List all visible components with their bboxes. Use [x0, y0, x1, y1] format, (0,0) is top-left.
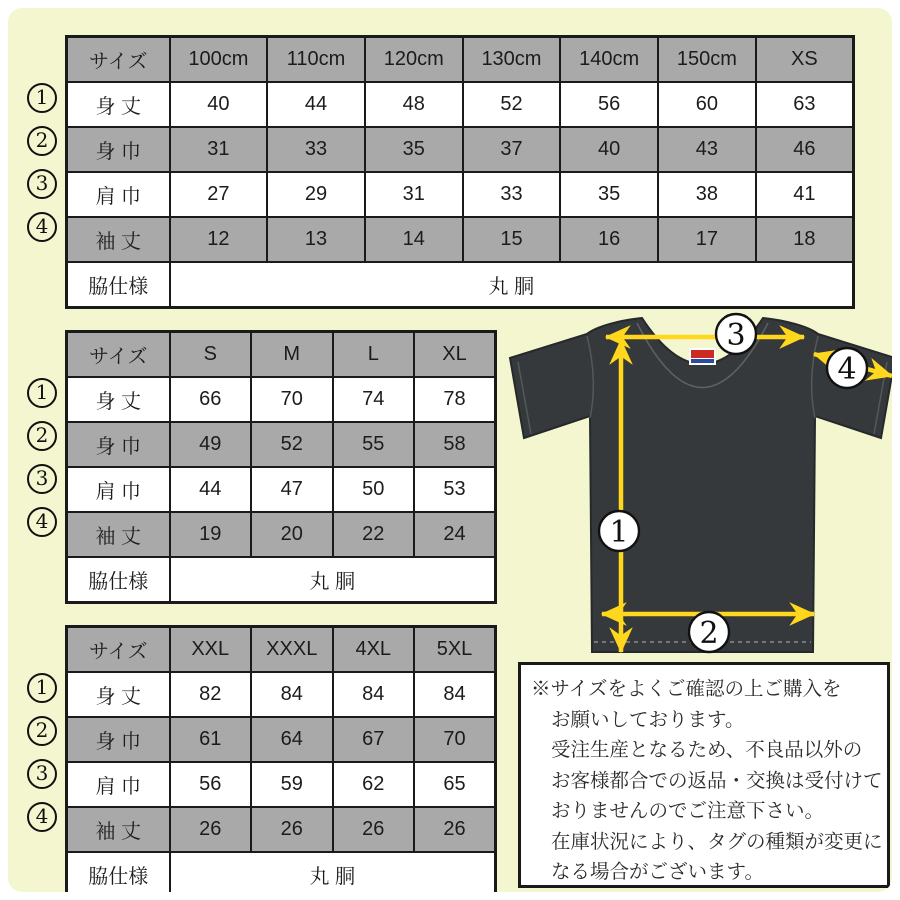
table-cell: 58	[414, 422, 496, 467]
table-cell: 38	[658, 172, 756, 217]
table-cell: 13	[267, 217, 365, 262]
column-header: 4XL	[333, 627, 415, 673]
table-cell: 67	[333, 717, 415, 762]
svg-text:2: 2	[699, 616, 719, 651]
row-marker-sleeve: 4	[27, 507, 57, 537]
table-cell: 52	[463, 82, 561, 127]
row-label: 身 丈	[67, 82, 170, 127]
table-row	[67, 672, 496, 717]
table-cell: 31	[365, 172, 463, 217]
table-cell: 37	[463, 127, 561, 172]
table-cell: 56	[170, 762, 252, 807]
table-cell: 84	[414, 672, 496, 717]
size-chart-canvas	[8, 8, 892, 892]
note-line: お客様都合での返品・交換は受付けて	[551, 769, 883, 792]
table-cell: 27	[170, 172, 268, 217]
row-marker-body-length: 1	[27, 378, 57, 408]
table-cell: 29	[267, 172, 365, 217]
table-cell: 55	[333, 422, 415, 467]
table-cell: 70	[414, 717, 496, 762]
tshirt-measurement-diagram	[500, 306, 892, 668]
table-cell: 53	[414, 467, 496, 512]
table-cell: 66	[170, 377, 252, 422]
table-cell: 43	[658, 127, 756, 172]
table-row	[67, 512, 496, 557]
table-cell: 14	[365, 217, 463, 262]
table-cell: 74	[333, 377, 415, 422]
column-header: 150cm	[658, 37, 756, 83]
table-cell: 16	[560, 217, 658, 262]
column-header: XL	[414, 332, 496, 378]
row-label: 袖 丈	[67, 512, 170, 557]
row-label: 身 丈	[67, 377, 170, 422]
table-cell: 82	[170, 672, 252, 717]
table-cell: 33	[267, 127, 365, 172]
table-cell: 56	[560, 82, 658, 127]
column-header: 5XL	[414, 627, 496, 673]
row-marker-sleeve: 4	[27, 802, 57, 832]
table-cell: 31	[170, 127, 268, 172]
row-label: 脇仕様	[67, 852, 170, 892]
table-cell: 48	[365, 82, 463, 127]
table-cell: 20	[251, 512, 333, 557]
table-footer-row	[67, 557, 496, 603]
table-cell: 15	[463, 217, 561, 262]
table-cell: 35	[560, 172, 658, 217]
row-label: 脇仕様	[67, 557, 170, 603]
table-cell: 19	[170, 512, 252, 557]
table-cell: 84	[251, 672, 333, 717]
column-header: 120cm	[365, 37, 463, 83]
table-row	[67, 127, 854, 172]
row-label: 袖 丈	[67, 807, 170, 852]
table-cell: 26	[170, 807, 252, 852]
table-cell: 65	[414, 762, 496, 807]
table-cell: 41	[756, 172, 854, 217]
row-marker-shoulder: 3	[27, 759, 57, 789]
size-table-big	[65, 625, 497, 892]
column-header: L	[333, 332, 415, 378]
table-cell: 46	[756, 127, 854, 172]
table-cell: 44	[267, 82, 365, 127]
table-cell: 33	[463, 172, 561, 217]
table-cell: 26	[251, 807, 333, 852]
column-header: XXL	[170, 627, 252, 673]
table-cell: 62	[333, 762, 415, 807]
column-header: サイズ	[67, 627, 170, 673]
table-cell: 17	[658, 217, 756, 262]
table-cell: 26	[414, 807, 496, 852]
table-row	[67, 422, 496, 467]
table-cell: 50	[333, 467, 415, 512]
row-label: 身 巾	[67, 422, 170, 467]
table-cell: 26	[333, 807, 415, 852]
table-row	[67, 467, 496, 512]
row-marker-shoulder: 3	[27, 169, 57, 199]
table-cell: 40	[170, 82, 268, 127]
table-cell: 47	[251, 467, 333, 512]
row-label: 肩 巾	[67, 172, 170, 217]
table-cell: 59	[251, 762, 333, 807]
row-marker-body-width: 2	[27, 716, 57, 746]
table-row	[67, 217, 854, 262]
diagram-marker-shoulder	[716, 314, 756, 354]
row-marker-body-length: 1	[27, 83, 57, 113]
table-row	[67, 807, 496, 852]
column-header: 110cm	[267, 37, 365, 83]
table-row	[67, 717, 496, 762]
table-footer-row	[67, 852, 496, 892]
table-row	[67, 377, 496, 422]
column-header: XS	[756, 37, 854, 83]
table-row	[67, 82, 854, 127]
purchase-note-box	[518, 662, 890, 888]
column-header: S	[170, 332, 252, 378]
row-label: 肩 巾	[67, 762, 170, 807]
row-label: 身 巾	[67, 717, 170, 762]
table-cell: 12	[170, 217, 268, 262]
table-cell: 18	[756, 217, 854, 262]
column-header: サイズ	[67, 37, 170, 83]
row-label: 脇仕様	[67, 262, 170, 308]
row-marker-body-width: 2	[27, 126, 57, 156]
table-footer-row	[67, 262, 854, 308]
note-line: おりませんのでご注意下さい。	[551, 800, 825, 822]
svg-text:3: 3	[726, 318, 746, 353]
table-cell: 63	[756, 82, 854, 127]
note-line: ※サイズをよくご確認の上ご購入を	[531, 678, 842, 700]
table-cell: 84	[333, 672, 415, 717]
column-header: XXXL	[251, 627, 333, 673]
diagram-marker-body-length	[599, 511, 639, 551]
table-cell: 64	[251, 717, 333, 762]
svg-text:4: 4	[837, 352, 857, 387]
table-cell: 49	[170, 422, 252, 467]
table-cell: 35	[365, 127, 463, 172]
column-header: M	[251, 332, 333, 378]
table-cell: 44	[170, 467, 252, 512]
row-label: 肩 巾	[67, 467, 170, 512]
note-line: 受注生産となるため、不良品以外の	[551, 739, 863, 761]
note-line: 在庫状況により、タグの種類が変更に	[551, 830, 883, 853]
note-line: お願いしております。	[551, 708, 745, 731]
footer-value: 丸 胴	[170, 262, 854, 308]
row-marker-shoulder: 3	[27, 464, 57, 494]
column-header: 130cm	[463, 37, 561, 83]
footer-value: 丸 胴	[170, 557, 496, 603]
table-cell: 22	[333, 512, 415, 557]
table-cell: 78	[414, 377, 496, 422]
size-table-kids	[65, 35, 855, 309]
row-marker-body-width: 2	[27, 421, 57, 451]
size-table-adult	[65, 330, 497, 604]
note-line: なる場合がございます。	[551, 861, 764, 883]
table-row	[67, 172, 854, 217]
column-header: サイズ	[67, 332, 170, 378]
row-label: 袖 丈	[67, 217, 170, 262]
printstar-brand-tag-icon	[689, 348, 716, 365]
table-cell: 24	[414, 512, 496, 557]
row-marker-body-length: 1	[27, 673, 57, 703]
diagram-marker-body-width	[689, 612, 729, 652]
column-header: 140cm	[560, 37, 658, 83]
table-cell: 61	[170, 717, 252, 762]
footer-value: 丸 胴	[170, 852, 496, 892]
diagram-marker-sleeve	[827, 348, 867, 388]
table-cell: 40	[560, 127, 658, 172]
row-label: 身 巾	[67, 127, 170, 172]
row-label: 身 丈	[67, 672, 170, 717]
table-cell: 70	[251, 377, 333, 422]
column-header: 100cm	[170, 37, 268, 83]
table-cell: 52	[251, 422, 333, 467]
svg-text:1: 1	[609, 515, 629, 550]
table-cell: 60	[658, 82, 756, 127]
row-marker-sleeve: 4	[27, 212, 57, 242]
table-row	[67, 762, 496, 807]
